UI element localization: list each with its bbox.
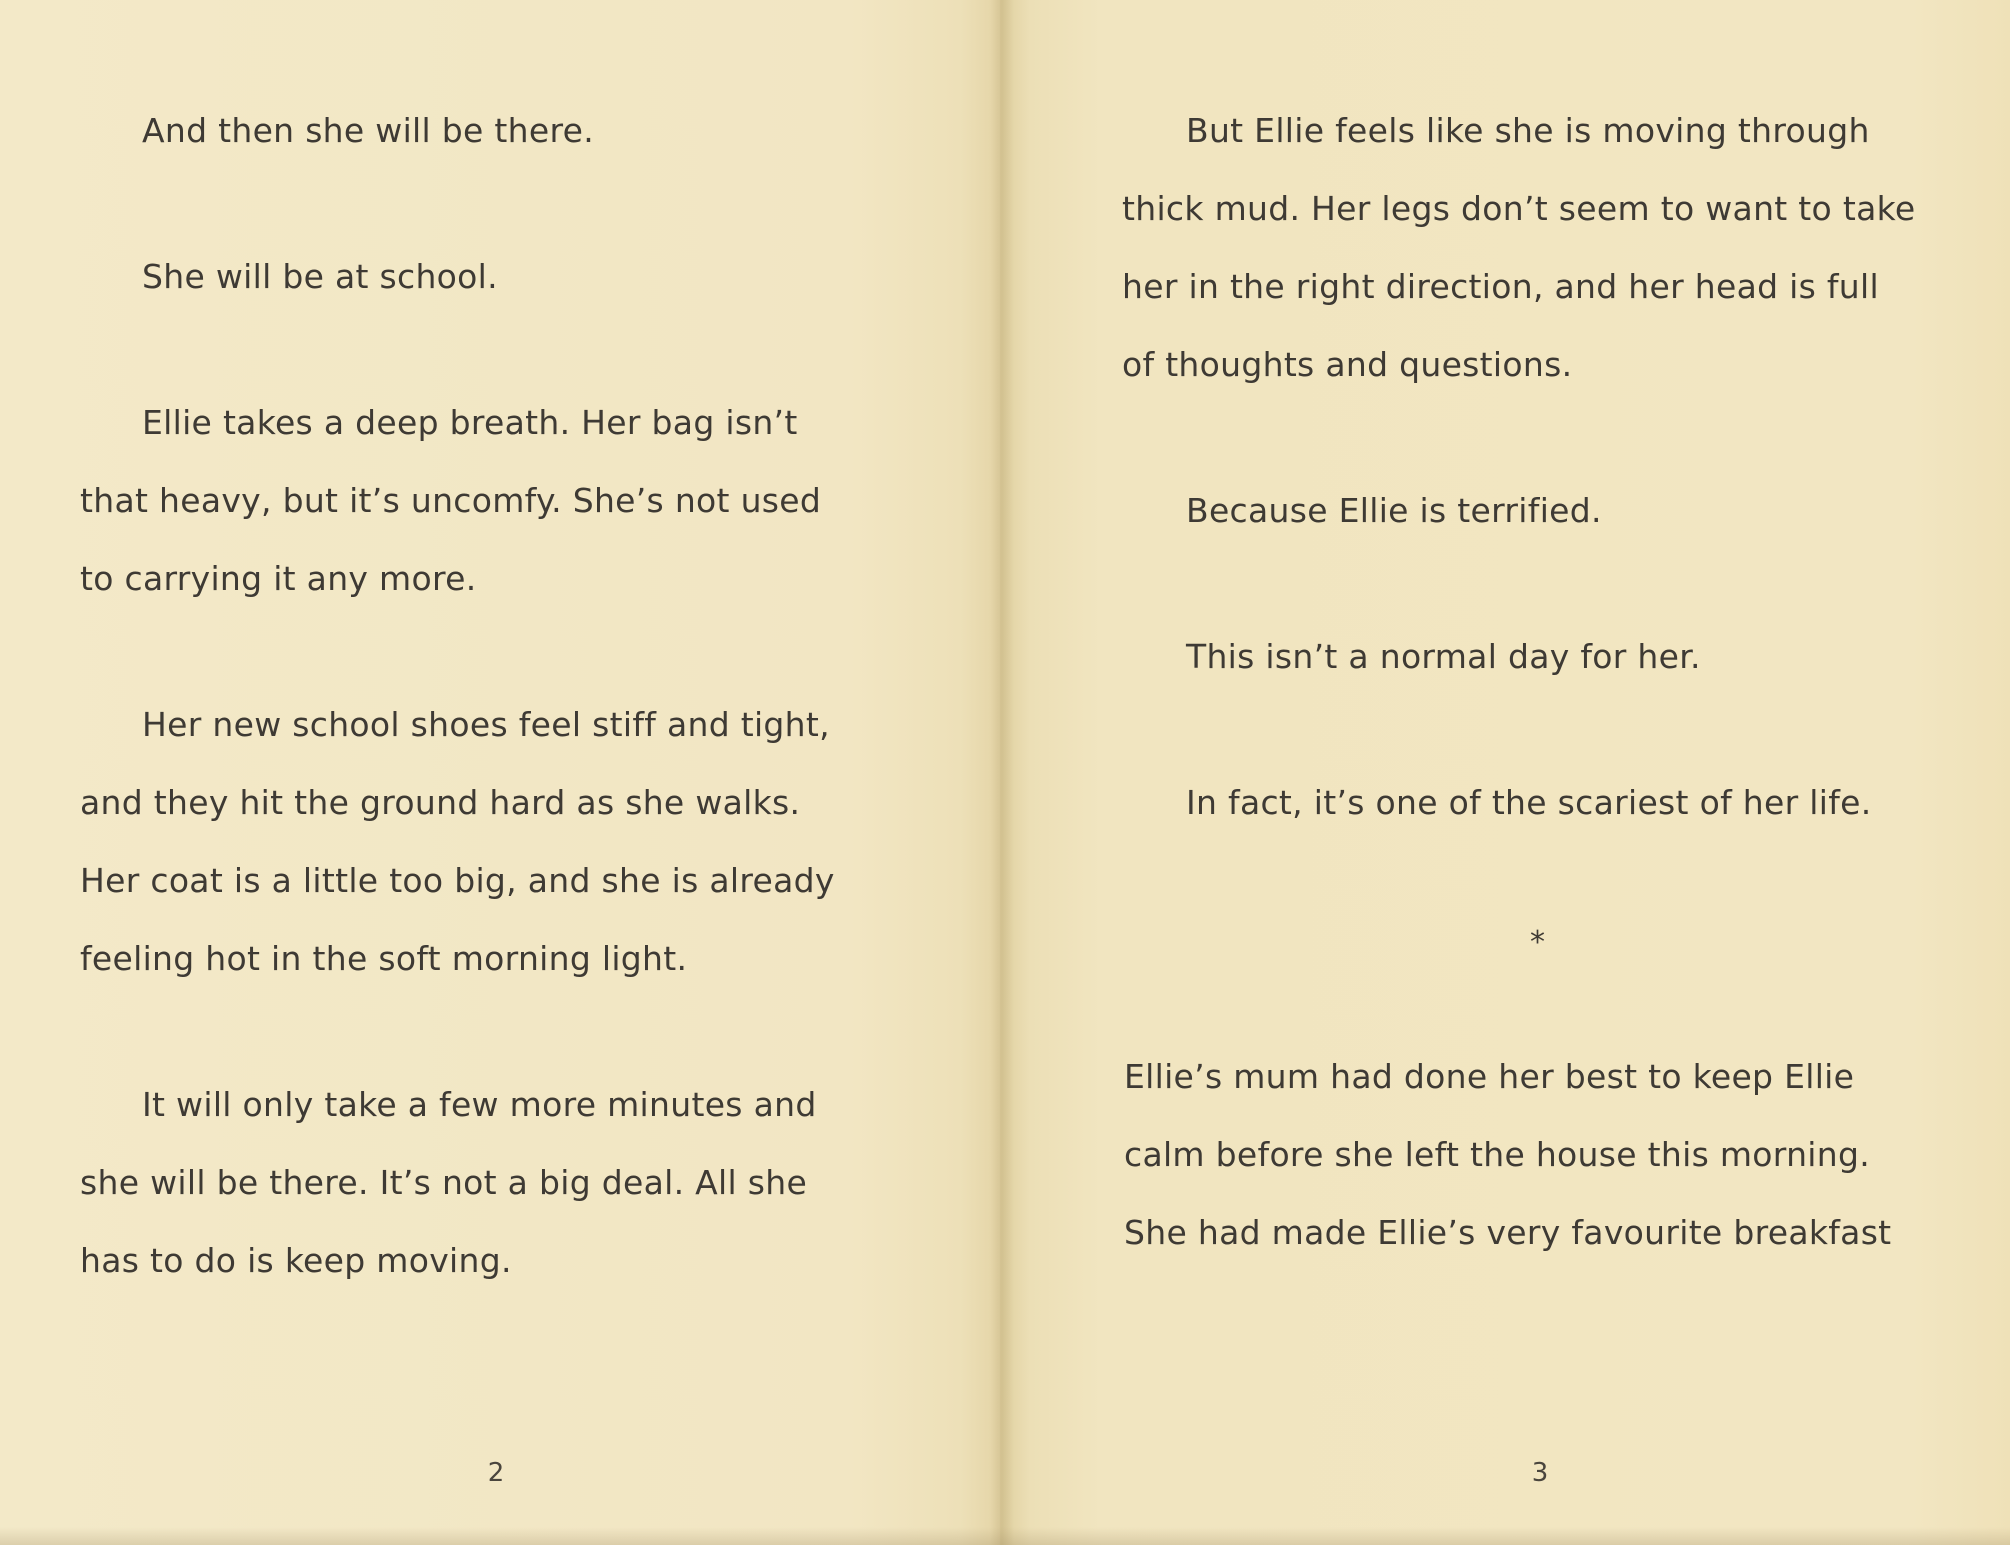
text-line: Ellie takes a deep breath. Her bag isn’t [142, 403, 798, 442]
text-line: that heavy, but it’s uncomfy. She’s not used [80, 481, 822, 520]
text-line: In fact, it’s one of the scariest of her life. [1186, 783, 1872, 822]
text-line: But Ellie feels like she is moving through [1186, 111, 1870, 150]
text-line: has to do is keep moving. [80, 1241, 512, 1280]
text-line: calm before she left the house this morning. [1124, 1135, 1871, 1174]
left-page [0, 0, 1000, 1545]
text-line: thick mud. Her legs don’t seem to want to take [1122, 189, 1916, 228]
right-page [1000, 0, 2010, 1545]
text-line: Because Ellie is terrified. [1186, 491, 1602, 530]
text-line: Ellie’s mum had done her best to keep Ellie [1124, 1057, 1855, 1096]
text-line: and they hit the ground hard as she walks. [80, 783, 801, 822]
page-number: 2 [487, 1458, 505, 1488]
page-edge-shadow [0, 1527, 2010, 1545]
text-line: She had made Ellie’s very favourite breakfast [1124, 1213, 1892, 1252]
text-line: feeling hot in the soft morning light. [80, 939, 688, 978]
section-separator: * [1530, 925, 1545, 960]
text-line: She will be at school. [142, 257, 498, 296]
text-line: she will be there. It’s not a big deal. All she [80, 1163, 808, 1202]
text-line: of thoughts and questions. [1122, 345, 1573, 384]
text-line: her in the right direction, and her head is full [1122, 267, 1879, 306]
text-line: Her new school shoes feel stiff and tight, [142, 705, 830, 744]
text-line: It will only take a few more minutes and [142, 1085, 817, 1124]
text-line: Her coat is a little too big, and she is already [80, 861, 835, 900]
text-line: to carrying it any more. [80, 559, 477, 598]
text-line: This isn’t a normal day for her. [1186, 637, 1701, 676]
text-line: And then she will be there. [142, 111, 595, 150]
book-gutter [990, 0, 1014, 1545]
page-number: 3 [1531, 1458, 1549, 1488]
